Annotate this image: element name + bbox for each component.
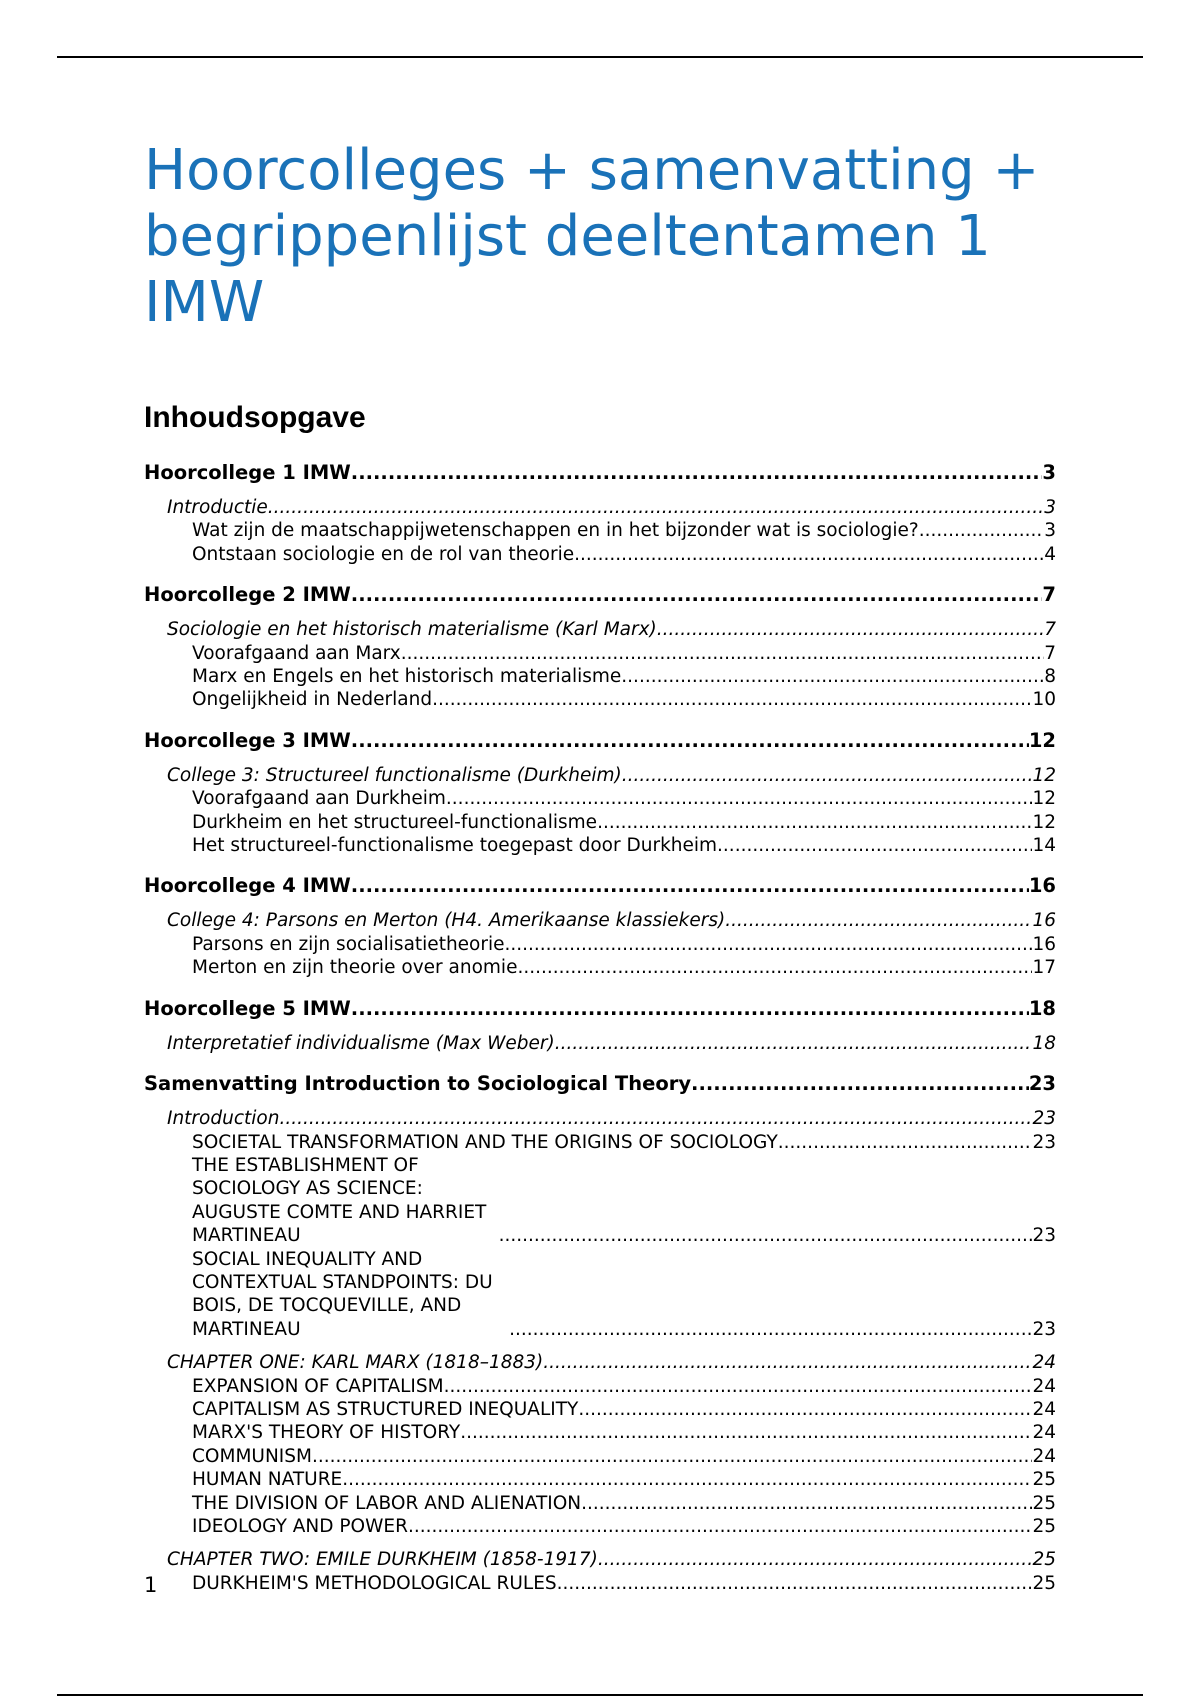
toc-section-group — [144, 1032, 1056, 1055]
toc-entry-subsection[interactable] — [144, 811, 1056, 834]
toc-entry-page: 8 — [1044, 666, 1056, 688]
toc-entry-subsection[interactable] — [144, 543, 1056, 566]
toc-entry-subsection[interactable] — [144, 834, 1056, 857]
dot-leader — [778, 1131, 1033, 1154]
toc-entry-page: 25 — [1032, 1572, 1056, 1594]
toc-entry-title: CHAPTER TWO: EMILE DURKHEIM (1858-1917) — [167, 1549, 598, 1571]
toc-entry-page: 10 — [1032, 689, 1056, 711]
dot-leader — [597, 811, 1032, 834]
toc-entry-title: HUMAN NATURE — [192, 1469, 343, 1491]
toc-entry-subsection[interactable] — [144, 1468, 1056, 1491]
toc-entry-subsection[interactable] — [144, 1445, 1056, 1468]
toc-entry-title: Voorafgaand aan Marx — [192, 642, 401, 664]
dot-leader — [557, 1572, 1033, 1595]
toc-chapter — [144, 873, 1056, 979]
toc-entry-page: 7 — [1044, 619, 1056, 641]
toc-entry-page: 12 — [1032, 764, 1056, 786]
dot-leader — [351, 460, 1043, 486]
toc-entry-subsection[interactable] — [144, 665, 1056, 688]
toc-entry-title: Hoorcollege 4 IMW — [144, 874, 351, 898]
toc-entry-section[interactable] — [144, 496, 1056, 519]
toc-entry-chapter[interactable] — [144, 1071, 1056, 1097]
toc-entry-title: IDEOLOGY AND POWER — [192, 1516, 408, 1537]
dot-leader — [505, 933, 1033, 956]
toc-entry-subsection[interactable] — [144, 1398, 1056, 1421]
toc-chapter — [144, 582, 1056, 712]
toc-section-group — [144, 496, 1056, 566]
table-of-contents — [144, 460, 1056, 1611]
toc-entry-subsection[interactable] — [144, 642, 1056, 665]
dot-leader — [717, 834, 1032, 857]
dot-leader — [578, 1398, 1032, 1421]
toc-entry-subsection[interactable] — [144, 933, 1056, 956]
toc-entry-page: 3 — [1042, 461, 1056, 484]
toc-entry-title: Interpretatief individualisme (Max Weber) — [167, 1032, 555, 1054]
toc-chapter — [144, 728, 1056, 858]
toc-entry-title: SOCIETAL TRANSFORMATION AND THE ORIGINS OF SOCIOLOGY — [192, 1131, 778, 1153]
toc-entry-page: 16 — [1028, 874, 1056, 898]
toc-entry-title: Introductie — [167, 497, 268, 518]
toc-entry-page: 12 — [1028, 728, 1056, 752]
toc-entry-subsection[interactable] — [144, 787, 1056, 810]
dot-leader — [725, 909, 1032, 932]
toc-entry-title: Hoorcollege 1 IMW — [144, 461, 351, 484]
toc-entry-page: 24 — [1032, 1352, 1056, 1374]
toc-entry-page: 23 — [1028, 1072, 1056, 1096]
dot-leader — [268, 496, 1044, 519]
toc-entry-title: Voorafgaand aan Durkheim — [192, 788, 446, 810]
toc-entry-title: Parsons en zijn socialisatietheorie — [192, 933, 505, 955]
toc-entry-title: THE DIVISION OF LABOR AND ALIENATION — [192, 1492, 582, 1514]
dot-leader — [460, 1421, 1032, 1444]
toc-entry-title: Introduction — [167, 1108, 280, 1130]
toc-entry-title: SOCIAL INEQUALITY AND CONTEXTUAL STANDPOINTS: DU BOIS, DE TOCQUEVILLE, AND MARTINEAU — [192, 1248, 493, 1340]
toc-entry-title: EXPANSION OF CAPITALISM — [192, 1375, 444, 1397]
toc-entry-title: THE ESTABLISHMENT OF SOCIOLOGY AS SCIENCE: AUGUSTE COMTE AND HARRIET MARTINEAU — [192, 1154, 487, 1247]
toc-entry-page: 3 — [1044, 520, 1056, 542]
toc-entry-page: 23 — [1032, 1131, 1056, 1153]
toc-entry-page: 24 — [1032, 1375, 1056, 1397]
toc-entry-subsection[interactable] — [144, 688, 1056, 711]
toc-chapter — [144, 996, 1056, 1055]
dot-leader — [555, 1032, 1033, 1055]
toc-entry-page: 18 — [1028, 996, 1056, 1020]
toc-entry-title: Het structureel-functionalisme toegepast door Durkheim — [192, 835, 718, 857]
toc-entry-page: 25 — [1032, 1549, 1056, 1571]
toc-entry-section[interactable] — [144, 1107, 1056, 1130]
page-number: 1 — [144, 1573, 158, 1597]
toc-entry-page: 25 — [1032, 1516, 1056, 1537]
toc-entry-page: 18 — [1032, 1032, 1056, 1054]
toc-entry-subsection[interactable] — [144, 1572, 1056, 1595]
dot-leader — [279, 1107, 1032, 1130]
toc-heading: Inhoudsopgave — [144, 401, 366, 434]
dot-leader — [543, 1351, 1032, 1374]
dot-leader — [351, 582, 1043, 608]
toc-entry-title: COMMUNISM — [192, 1445, 312, 1467]
footer-rule — [57, 1694, 1143, 1696]
dot-leader — [351, 728, 1029, 754]
toc-entry-title: Hoorcollege 2 IMW — [144, 583, 351, 607]
toc-entry-page: 17 — [1032, 957, 1056, 979]
toc-chapter — [144, 1071, 1056, 1595]
toc-entry-title: Samenvatting Introduction to Sociological Theory — [144, 1072, 692, 1096]
toc-entry-title: Sociologie en het historisch materialisme (Karl Marx) — [167, 619, 657, 641]
toc-entry-title: CAPITALISM AS STRUCTURED INEQUALITY — [192, 1398, 579, 1420]
toc-entry-page: 7 — [1044, 642, 1056, 664]
dot-leader — [444, 1375, 1033, 1398]
toc-entry-title: Ongelijkheid in Nederland — [192, 689, 433, 711]
dot-leader — [342, 1468, 1032, 1491]
toc-entry-chapter[interactable] — [144, 728, 1056, 754]
dot-leader — [574, 543, 1044, 566]
toc-entry-title: Merton en zijn theorie over anomie — [192, 957, 518, 979]
toc-entry-section[interactable] — [144, 1351, 1056, 1374]
dot-leader — [598, 1548, 1033, 1571]
toc-entry-subsection[interactable] — [144, 1248, 1056, 1342]
toc-section-group — [144, 909, 1056, 979]
toc-entry-page: 23 — [1032, 1108, 1056, 1130]
toc-entry-title: DURKHEIM'S METHODOLOGICAL RULES — [192, 1572, 557, 1594]
toc-entry-title: Wat zijn de maatschappijwetenschappen en in het bijzonder wat is sociologie? — [192, 520, 919, 542]
toc-entry-subsection[interactable] — [144, 956, 1056, 979]
dot-leader — [351, 873, 1029, 899]
toc-entry-subsection[interactable] — [144, 1515, 1056, 1538]
toc-section-group — [144, 764, 1056, 858]
toc-entry-section[interactable] — [144, 764, 1056, 787]
toc-entry-section[interactable] — [144, 1032, 1056, 1055]
dot-leader — [919, 519, 1044, 542]
toc-entry-subsection[interactable] — [144, 1154, 1056, 1248]
toc-entry-subsection[interactable] — [144, 519, 1056, 542]
toc-entry-subsection[interactable] — [144, 1421, 1056, 1444]
dot-leader — [351, 996, 1029, 1022]
toc-section-group — [144, 618, 1056, 712]
toc-entry-section[interactable] — [144, 618, 1056, 641]
toc-section-group — [144, 1351, 1056, 1538]
toc-entry-page: 12 — [1032, 788, 1056, 810]
toc-entry-section[interactable] — [144, 1548, 1056, 1571]
toc-entry-page: 23 — [1032, 1318, 1056, 1340]
toc-entry-title: College 4: Parsons en Merton (H4. Amerikaanse klassiekers) — [167, 910, 726, 932]
toc-entry-title: Marx en Engels en het historisch materialisme — [192, 666, 622, 688]
dot-leader — [401, 642, 1045, 665]
toc-entry-title: CHAPTER ONE: KARL MARX (1818–1883) — [167, 1352, 544, 1374]
toc-entry-section[interactable] — [144, 909, 1056, 932]
toc-entry-subsection[interactable] — [144, 1131, 1056, 1154]
dot-leader — [517, 956, 1032, 979]
dot-leader — [621, 665, 1044, 688]
toc-entry-chapter[interactable] — [144, 460, 1056, 486]
dot-leader — [432, 688, 1032, 711]
toc-entry-title: Hoorcollege 5 IMW — [144, 996, 351, 1020]
toc-section-group — [144, 1107, 1056, 1341]
toc-entry-page: 16 — [1032, 933, 1056, 955]
dot-leader — [312, 1445, 1033, 1468]
dot-leader — [446, 787, 1033, 810]
toc-entry-page: 12 — [1032, 811, 1056, 833]
toc-entry-page: 7 — [1042, 583, 1056, 607]
toc-entry-page: 24 — [1032, 1445, 1056, 1467]
toc-entry-title: Ontstaan sociologie en de rol van theorie — [192, 543, 575, 565]
toc-section-group — [144, 1548, 1056, 1595]
toc-entry-title: Hoorcollege 3 IMW — [144, 728, 351, 752]
toc-entry-title: College 3: Structureel functionalisme (Durkheim) — [167, 764, 622, 786]
toc-entry-page: 3 — [1044, 497, 1056, 518]
header-rule — [57, 56, 1143, 58]
toc-entry-page: 14 — [1032, 835, 1056, 857]
toc-entry-page: 25 — [1032, 1469, 1056, 1491]
document-title: Hoorcolleges + samenvatting + begrippenlijst deeltentamen 1 IMW — [144, 138, 1040, 335]
toc-entry-subsection[interactable] — [144, 1492, 1056, 1515]
dot-leader — [657, 618, 1044, 641]
dot-leader — [622, 764, 1033, 787]
toc-entry-page: 4 — [1044, 543, 1056, 565]
toc-entry-title: MARX'S THEORY OF HISTORY — [192, 1422, 461, 1444]
dot-leader — [509, 1318, 1032, 1341]
toc-entry-page: 23 — [1032, 1225, 1056, 1247]
dot-leader — [691, 1071, 1029, 1097]
toc-chapter — [144, 460, 1056, 566]
toc-entry-title: Durkheim en het structureel-functionalisme — [192, 811, 598, 833]
toc-entry-page: 16 — [1032, 910, 1056, 932]
toc-entry-chapter[interactable] — [144, 582, 1056, 608]
dot-leader — [499, 1224, 1033, 1247]
toc-entry-page: 24 — [1032, 1398, 1056, 1420]
toc-entry-page: 25 — [1032, 1492, 1056, 1514]
toc-entry-subsection[interactable] — [144, 1375, 1056, 1398]
toc-entry-chapter[interactable] — [144, 873, 1056, 899]
dot-leader — [581, 1492, 1032, 1515]
dot-leader — [408, 1515, 1033, 1538]
toc-entry-chapter[interactable] — [144, 996, 1056, 1022]
toc-entry-page: 24 — [1032, 1422, 1056, 1444]
